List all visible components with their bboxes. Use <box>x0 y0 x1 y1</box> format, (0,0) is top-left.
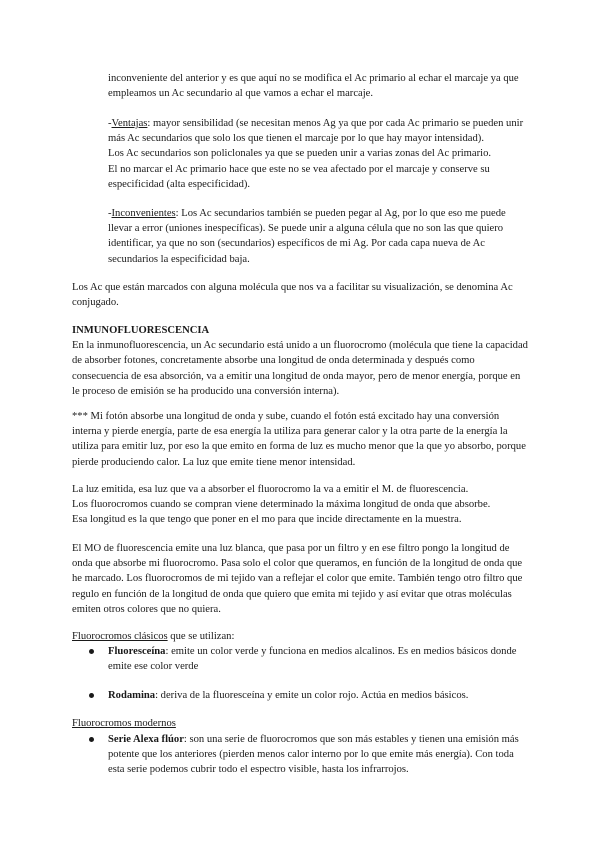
ventajas-label: Ventajas <box>111 118 148 129</box>
paragraph-luz <box>72 482 528 528</box>
alexa-name: Serie Alexa flúor <box>108 734 184 745</box>
inconvenientes-text: : Los Ac secundarios también se pueden pegar al Ag, por lo que eso me puede llevar a error (uniones inespecíficas). Se puede unir a alguna célula que no son las que quiero identificar, ya que no son (secundarios) específicos de mi Ag. Por cada capa nueva de Ac secundarios la especificidad baja. <box>108 208 506 265</box>
section-inmunofluorescencia <box>72 323 528 399</box>
section-text: En la inmunofluorescencia, un Ac secundario está unido a un fluorocromo (molécula que tiene la capacidad de absorber fotones, concretamente absorbe una longitud de onda determinada y después como consecuencia de esa absorción, va a emitir una longitud de onda mayor, pero de menor energía, porque en le proceso de emisión se ha producido una conversión interna). <box>72 340 528 397</box>
list-item-fluoresceina <box>108 644 528 674</box>
rodamina-name: Rodamina <box>108 690 156 701</box>
ac-conjugado-text: Los Ac que están marcados con alguna molécula que nos va a facilitar su visualización, se denomina Ac conjugado. <box>72 282 513 309</box>
heading-modernos <box>72 716 528 731</box>
paragraph-mo <box>72 541 528 617</box>
paragraph-foton <box>72 409 528 470</box>
paragraph-inconvenientes <box>108 206 528 267</box>
fluoresceina-text: : emite un color verde y funciona en medios alcalinos. Es en medios básicos donde emite ese color verde <box>108 646 517 673</box>
luz-line2: Los fluorocromos cuando se compran viene determinado la máxima longitud de onda que absorbe. <box>72 499 491 511</box>
ventajas-line3: El no marcar el Ac primario hace que este no se vea afectado por el marcaje y conserve su especificidad (alta especificidad). <box>108 163 490 190</box>
inconvenientes-label: Inconvenientes <box>111 208 176 219</box>
modernos-heading: Fluorocromos modernos <box>72 718 176 729</box>
clasicos-heading: Fluorocromos clásicos <box>72 631 168 642</box>
luz-line1: La luz emitida, esa luz que va a absorber el fluorocromo la va a emitir el M. de fluorescencia. <box>72 484 469 495</box>
alexa-text: : son una serie de fluorocromos que son más estables y tienen una emisión más potente que los anteriores (pierden menos calor interno por lo que emite más energía). Con toda esta serie podemos cubrir todo el espectro visible, hasta los infrarrojos. <box>108 734 519 776</box>
paragraph-intro <box>108 71 528 101</box>
bullet-icon <box>89 693 94 698</box>
paragraph-intro-text: inconveniente del anterior y es que aquí no se modifica el Ac primario al echar el marcaje ya que empleamos un Ac secundario al que vamos a echar el marcaje. <box>108 73 519 100</box>
section-title: INMUNOFLUORESCENCIA <box>72 325 210 336</box>
foton-text: *** Mi fotón absorbe una longitud de onda y sube, cuando el fotón está excitado hay una conversión interna y pierde energía, parte de esa energía la utiliza para generar calor y la otra parte de la energía la utiliza para emitir luz, por eso la que emito en forma de luz es mucho menor que la que yo absorbo, porque pierde produciendo calor. La luz que emite tiene menor intensidad. <box>72 411 526 468</box>
list-item-rodamina <box>108 688 528 703</box>
ventajas-line1: : mayor sensibilidad (se necesitan menos Ag ya que por cada Ac primario se pueden unir más Ac secundarios que solo los que tienen el marcaje por lo que hay mayor intensidad). <box>108 118 524 145</box>
bullet-icon <box>89 649 94 654</box>
paragraph-ventajas <box>108 116 528 192</box>
list-item-alexa <box>108 732 528 778</box>
rodamina-text: : deriva de la fluoresceína y emite un color rojo. Actúa en medios básicos. <box>155 690 469 701</box>
mo-text: El MO de fluorescencia emite una luz blanca, que pasa por un filtro y en ese filtro pongo la longitud de onda que absorbe mi fluorocromo. Pasa solo el color que queramos, en función de la longitud de onda que he marcado. Los fluorocromos de mi tejido van a reflejar el color que emite. También tengo otro filtro que regulo en función de la longitud de onda que quiero que emita mi tejido y así evitar que otras moléculas emiten otros colores que no quiera. <box>72 543 523 615</box>
luz-line3: Esa longitud es la que tengo que poner en el mo para que incide directamente en la muestra. <box>72 514 462 526</box>
heading-clasicos <box>72 629 528 644</box>
ventajas-line2: Los Ac secundarios son policlonales ya que se pueden unir a varias zonas del Ac primario. <box>108 148 492 160</box>
ventajas-prefix: - <box>108 118 112 129</box>
clasicos-heading-rest: que se utilizan: <box>167 631 235 642</box>
bullet-icon <box>89 737 94 742</box>
inconvenientes-prefix: - <box>108 208 112 219</box>
paragraph-ac-conjugado <box>72 280 528 310</box>
fluoresceina-name: Fluoresceína <box>108 646 166 657</box>
